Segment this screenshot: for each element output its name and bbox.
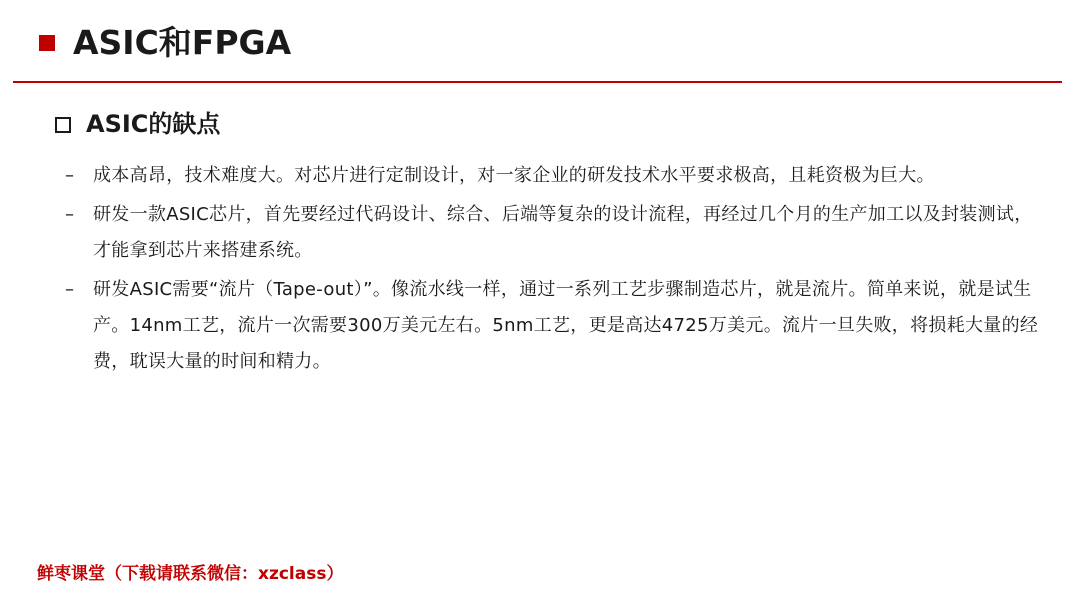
dash-bullet-icon: – xyxy=(65,204,74,225)
hollow-square-bullet-icon xyxy=(55,117,71,133)
title-marker xyxy=(39,35,55,51)
bullet-text: 研发一款ASIC芯片，首先要经过代码设计、综合、后端等复杂的设计流程，再经过几个月的生产加工以及封装测试，才能拿到芯片来搭建系统。 xyxy=(93,204,1033,261)
bullet-list xyxy=(0,158,1080,383)
dash-bullet-icon: – xyxy=(65,279,74,300)
section-heading: ASIC的缺点 xyxy=(86,110,221,138)
footer-credit: 鲜枣课堂（下载请联系微信：xzclass） xyxy=(37,564,344,584)
bullet-text: 研发ASIC需要“流片（Tape-out）”。像流水线一样，通过一系列工艺步骤制造芯片，就是流片。简单来说，就是试生产。14nm工艺，流片一次需要300万美元左右。5nm工艺，更是高达4725万美元。流片一旦失败，将损耗大量的经费，耽误大量的时间和精力。 xyxy=(93,279,1039,372)
bullet-item xyxy=(0,272,1080,380)
dash-bullet-icon: – xyxy=(65,165,74,186)
bullet-item xyxy=(0,197,1080,269)
title-divider xyxy=(13,81,1062,83)
bullet-text: 成本高昂，技术难度大。对芯片进行定制设计，对一家企业的研发技术水平要求极高，且耗资极为巨大。 xyxy=(93,165,935,186)
bullet-item xyxy=(0,158,1080,194)
slide-title: ASIC和FPGA xyxy=(73,23,292,62)
